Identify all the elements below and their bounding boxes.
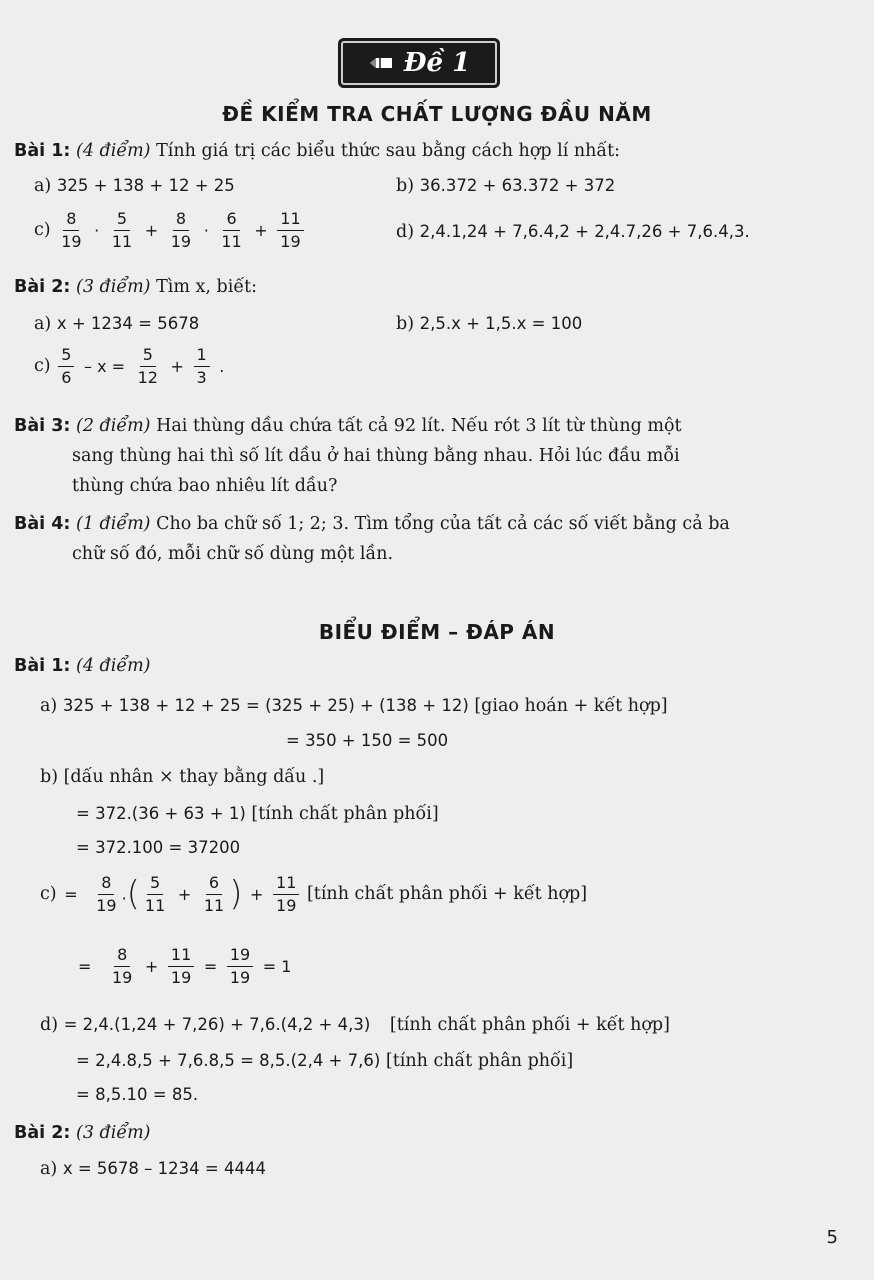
item-label: a) — [34, 176, 52, 196]
answers-title: BIỂU ĐIỂM – ĐÁP ÁN — [318, 620, 556, 644]
item-label: c) — [34, 356, 51, 377]
fraction: $\frac{11}{19}$ — [277, 210, 303, 250]
bai1-points: (4 điểm) — [76, 141, 151, 161]
expression: 36.372 + 63.372 + 372 — [419, 176, 616, 195]
fraction: $\frac{11}{19}$ — [168, 946, 194, 986]
text-line: chữ số đó, mỗi chữ số dùng một lần. — [72, 544, 394, 564]
fraction: $\frac{5}{6}$ — [58, 346, 74, 386]
item-label: b) — [396, 314, 415, 334]
bai1-d — [396, 222, 750, 242]
expression: 2,5.x + 1,5.x = 100 — [419, 314, 583, 333]
item-label: c) — [34, 220, 51, 241]
expression: x = 5678 – 1234 = 4444 — [62, 1159, 266, 1178]
fraction: $\frac{8}{19}$ — [96, 873, 117, 915]
item-label: b) — [396, 176, 415, 196]
bai3-points: (2 điểm) — [76, 416, 151, 436]
item-label: b) — [40, 767, 59, 787]
bai3-label: Bài 3: — [14, 416, 71, 436]
expression: 325 + 138 + 12 + 25 = (325 + 25) + (138 + 12) — [62, 696, 469, 715]
bai2-c: c) $\frac{5}{6}$ – x = $\frac{5}{12}$ + $\frac{1}{3}$ . — [34, 345, 225, 387]
ans-bai1-label: Bài 1: — [14, 656, 71, 676]
pencil-icon — [368, 55, 394, 71]
item-label: a) — [34, 314, 52, 334]
bai2-points: (3 điểm) — [76, 277, 151, 297]
ans-bai2-a — [40, 1159, 266, 1179]
expression: = 350 + 150 = 500 — [286, 731, 449, 750]
item-label: d) — [396, 222, 415, 242]
page-number: 5 — [826, 1227, 838, 1248]
text-line: thùng chứa bao nhiêu lít dầu? — [72, 476, 338, 496]
fraction: $\frac{5}{12}$ — [137, 345, 158, 387]
bai2-prompt: Tìm x, biết: — [156, 277, 258, 297]
ans-bai1-points: (4 điểm) — [76, 656, 151, 676]
note: [dấu nhân × thay bằng dấu .] — [63, 767, 325, 787]
bai4-points: (1 điểm) — [76, 514, 151, 534]
page-title: ĐỀ KIỂM TRA CHẤT LƯỢNG ĐẦU NĂM — [222, 102, 652, 126]
ans-a2 — [286, 731, 448, 751]
expression: = 372.100 = 37200 — [76, 838, 241, 857]
fraction: $\frac{8}{19}$ — [170, 209, 192, 251]
ans-b1 — [40, 767, 324, 787]
fraction: $\frac{19}{19}$ — [227, 946, 253, 986]
expression: 2,4.1,24 + 7,6.4,2 + 2,4.7,26 + 7,6.4,3. — [419, 222, 750, 241]
badge-label: Đề 1 — [403, 48, 471, 78]
ans-bai2-heading — [14, 1123, 151, 1143]
ans-d2 — [76, 1051, 573, 1071]
bai4-label: Bài 4: — [14, 514, 71, 534]
bai3 — [14, 411, 844, 501]
ans-b2 — [76, 804, 439, 824]
expression: = 372.(36 + 63 + 1) — [76, 804, 246, 823]
item-label: a) — [40, 696, 58, 716]
expression: x + 1234 = 5678 — [56, 314, 200, 333]
fraction: $\frac{5}{11}$ — [144, 873, 166, 915]
bai1-a — [34, 176, 235, 196]
bai2-a — [34, 314, 199, 334]
note: [tính chất phân phối + kết hợp] — [306, 884, 588, 905]
item-label: d) — [40, 1015, 59, 1035]
bai2-b — [396, 314, 582, 334]
bai1-label: Bài 1: — [14, 141, 71, 161]
fraction: $\frac{5}{11}$ — [111, 209, 133, 251]
bai1-heading — [14, 141, 620, 161]
note: [giao hoán + kết hợp] — [474, 696, 668, 716]
fraction: $\frac{8}{19}$ — [61, 209, 82, 251]
ans-a1 — [40, 696, 668, 716]
text-line: Hai thùng dầu chứa tất cả 92 lít. Nếu rót 3 lít từ thùng một — [156, 416, 682, 436]
item-label: c) — [40, 884, 57, 905]
bai2-heading — [14, 277, 257, 297]
note: [tính chất phân phối + kết hợp] — [389, 1015, 670, 1035]
fraction: $\frac{8}{19}$ — [111, 945, 133, 987]
ans-d3 — [76, 1085, 198, 1105]
bai1-c: c) $\frac{8}{19}$ · $\frac{5}{11}$ + $\frac{8}{19}$ · $\frac{6}{11}$ + $\frac{11}{19}$ — [34, 210, 306, 250]
bai1-prompt: Tính giá trị các biểu thức sau bằng cách hợp lí nhất: — [156, 141, 621, 161]
ans-bai2-label: Bài 2: — [14, 1123, 71, 1143]
text-line: Cho ba chữ số 1; 2; 3. Tìm tổng của tất cả các số viết bằng cả ba — [156, 514, 730, 534]
fraction: $\frac{1}{3}$ — [194, 346, 210, 386]
note: [tính chất phân phối] — [385, 1051, 574, 1071]
fraction: $\frac{6}{11}$ — [221, 209, 242, 251]
fraction: $\frac{11}{19}$ — [273, 874, 299, 914]
bai4 — [14, 509, 844, 569]
expression: 325 + 138 + 12 + 25 — [56, 176, 235, 195]
ans-c2: = $\frac{8}{19}$ + $\frac{11}{19}$ = $\frac{19}{19}$ = 1 — [78, 945, 292, 987]
ans-c1: c) = $\frac{8}{19}$ .( $\frac{5}{11}$ + $\frac{6}{11}$ ) + $\frac{11}{19}$ [tính chất phân phối + kết hợp] — [40, 873, 588, 915]
bai1-b — [396, 176, 615, 196]
ans-bai1-heading — [14, 656, 151, 676]
fraction: $\frac{6}{11}$ — [203, 873, 225, 915]
section-badge — [338, 38, 500, 88]
expression: = 2,4.(1,24 + 7,26) + 7,6.(4,2 + 4,3) — [63, 1015, 371, 1034]
item-label: a) — [40, 1159, 58, 1179]
expression: = 2,4.8,5 + 7,6.8,5 = 8,5.(2,4 + 7,6) — [76, 1051, 381, 1070]
text-line: sang thùng hai thì số lít dầu ở hai thùng bằng nhau. Hỏi lúc đầu mỗi — [72, 446, 680, 466]
bai2-label: Bài 2: — [14, 277, 71, 297]
expression: = 8,5.10 = 85. — [76, 1085, 199, 1104]
note: [tính chất phân phối] — [251, 804, 439, 824]
ans-bai2-points: (3 điểm) — [76, 1123, 151, 1143]
ans-d1 — [40, 1015, 670, 1035]
ans-b3 — [76, 838, 240, 858]
